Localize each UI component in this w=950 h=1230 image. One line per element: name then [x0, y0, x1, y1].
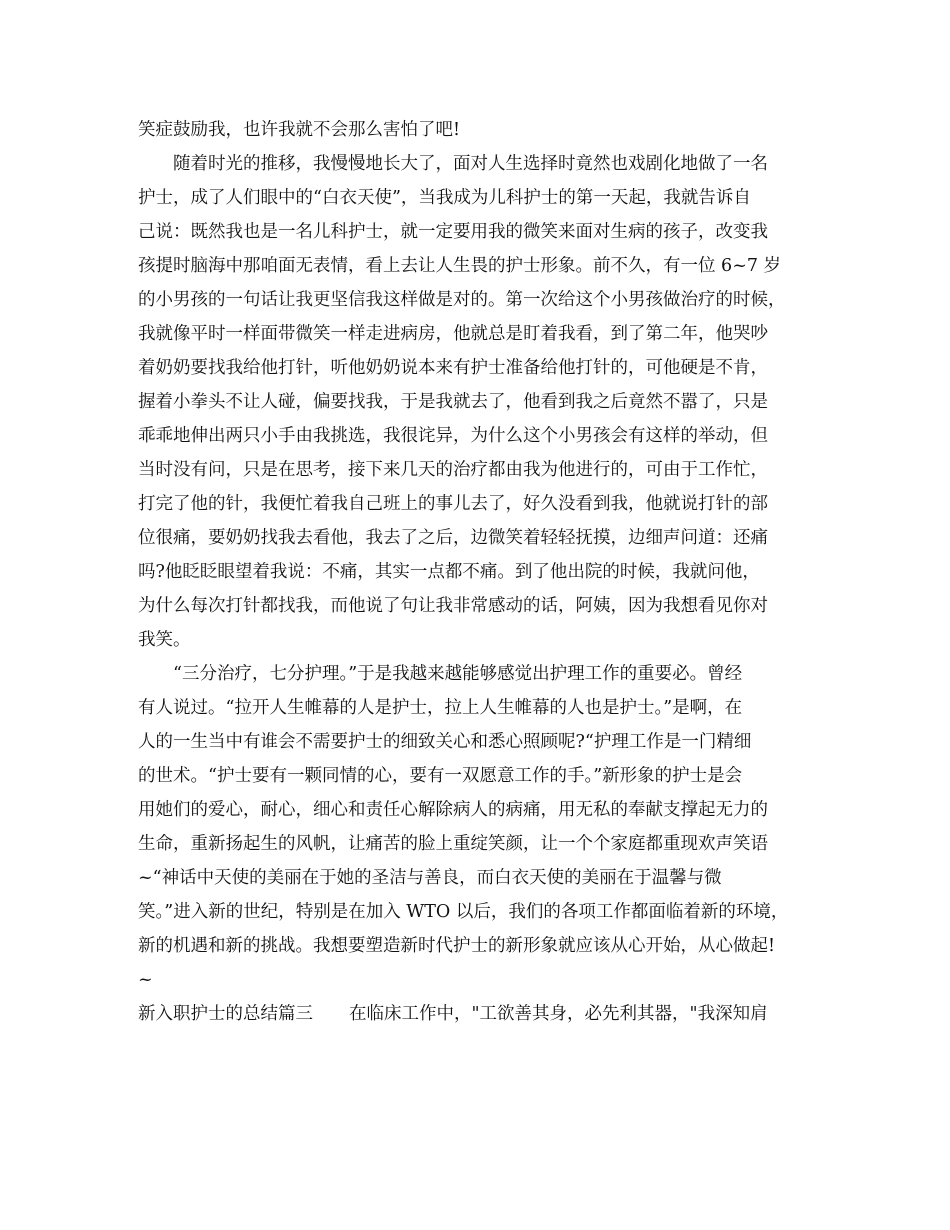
text-line: 孩提时脑海中那咱面无表情，看上去让人生畏的护士形象。前不久，有一位 6~7 岁	[138, 256, 782, 276]
text-line: 当时没有问，只是在思考，接下来几天的治疗都由我为他进行的，可由于工作忙，	[138, 460, 768, 480]
text-line: 吗?他眨眨眼望着我说：不痛，其实一点都不痛。到了他出院的时候，我就问他，	[138, 562, 760, 582]
text-line: 笑。”进入新的世纪，特别是在加入 WTO 以后，我们的各项工作都面临着新的环境，	[138, 902, 789, 922]
text-line: 位很痛，要奶奶找我去看他，我去了之后，边微笑着轻轻抚摸，边细声问道：还痛	[138, 528, 768, 548]
section-heading-line	[138, 997, 820, 1031]
text-line: 我笑。	[138, 630, 191, 650]
text-line: ~“神话中天使的美丽在于她的圣洁与善良，而白衣天使的美丽在于温馨与微	[138, 868, 722, 888]
text-line: 新的机遇和新的挑战。我想要塑造新时代护士的新形象就应该从心开始，从心做起!	[138, 936, 776, 956]
text-line: 着奶奶要找我给他打针，听他奶奶说本来有护士准备给他打针的，可他硬是不肯，	[138, 358, 768, 378]
section-text: 在临床工作中，"工欲善其身，必先利其器，"我深知肩	[349, 1004, 768, 1024]
text-line: 握着小拳头不让人碰，偏要找我，于是我就去了，他看到我之后竟然不嚣了，只是	[138, 392, 768, 412]
text-line: 护士，成了人们眼中的“白衣天使”，当我成为儿科护士的第一天起，我就告诉自	[138, 188, 751, 208]
text-line: 的世术。“护士要有一颗同情的心，要有一双愿意工作的手。”新形象的护士是会	[138, 766, 743, 786]
text-line: 己说：既然我也是一名儿科护士，就一定要用我的微笑来面对生病的孩子，改变我	[138, 222, 768, 242]
text-line: 笑症鼓励我，也许我就不会那么害怕了吧!	[138, 120, 461, 140]
paragraph-start-line: 随着时光的推移，我慢慢地长大了，面对人生选择时竟然也戏剧化地做了一名	[173, 154, 768, 174]
text-line: 用她们的爱心，耐心，细心和责任心解除病人的病痛，用无私的奉献支撑起无力的	[138, 800, 768, 820]
text-line: 我就像平时一样面带微笑一样走进病房，他就总是盯着我看，到了第二年，他哭吵	[138, 324, 768, 344]
text-line: ~	[138, 970, 153, 990]
text-line: 生命，重新扬起生的风帆，让痛苦的脸上重绽笑颜，让一个个家庭都重现欢声笑语	[138, 834, 768, 854]
document-body	[138, 113, 820, 1031]
text-line: 打完了他的针，我便忙着我自己班上的事儿去了，好久没看到我，他就说打针的部	[138, 494, 768, 514]
text-line: 人的一生当中有谁会不需要护士的细致关心和悉心照顾呢?“护理工作是一门精细	[138, 732, 752, 752]
text-line: 乖乖地伸出两只小手由我挑选，我很诧异，为什么这个小男孩会有这样的举动，但	[138, 426, 768, 446]
paragraph-start-line: “三分治疗，七分护理。”于是我越来越能够感觉出护理工作的重要必。曾经	[173, 664, 743, 684]
text-line: 有人说过。“拉开人生帷幕的人是护士，拉上人生帷幕的人也是护士。”是啊，在	[138, 698, 743, 718]
text-line: 为什么每次打针都找我，而他说了句让我非常感动的话，阿姨，因为我想看见你对	[138, 596, 768, 616]
section-title: 新入职护士的总结篇三	[138, 1004, 313, 1024]
text-line: 的小男孩的一句话让我更坚信我这样做是对的。第一次给这个小男孩做治疗的时候，	[138, 290, 786, 310]
